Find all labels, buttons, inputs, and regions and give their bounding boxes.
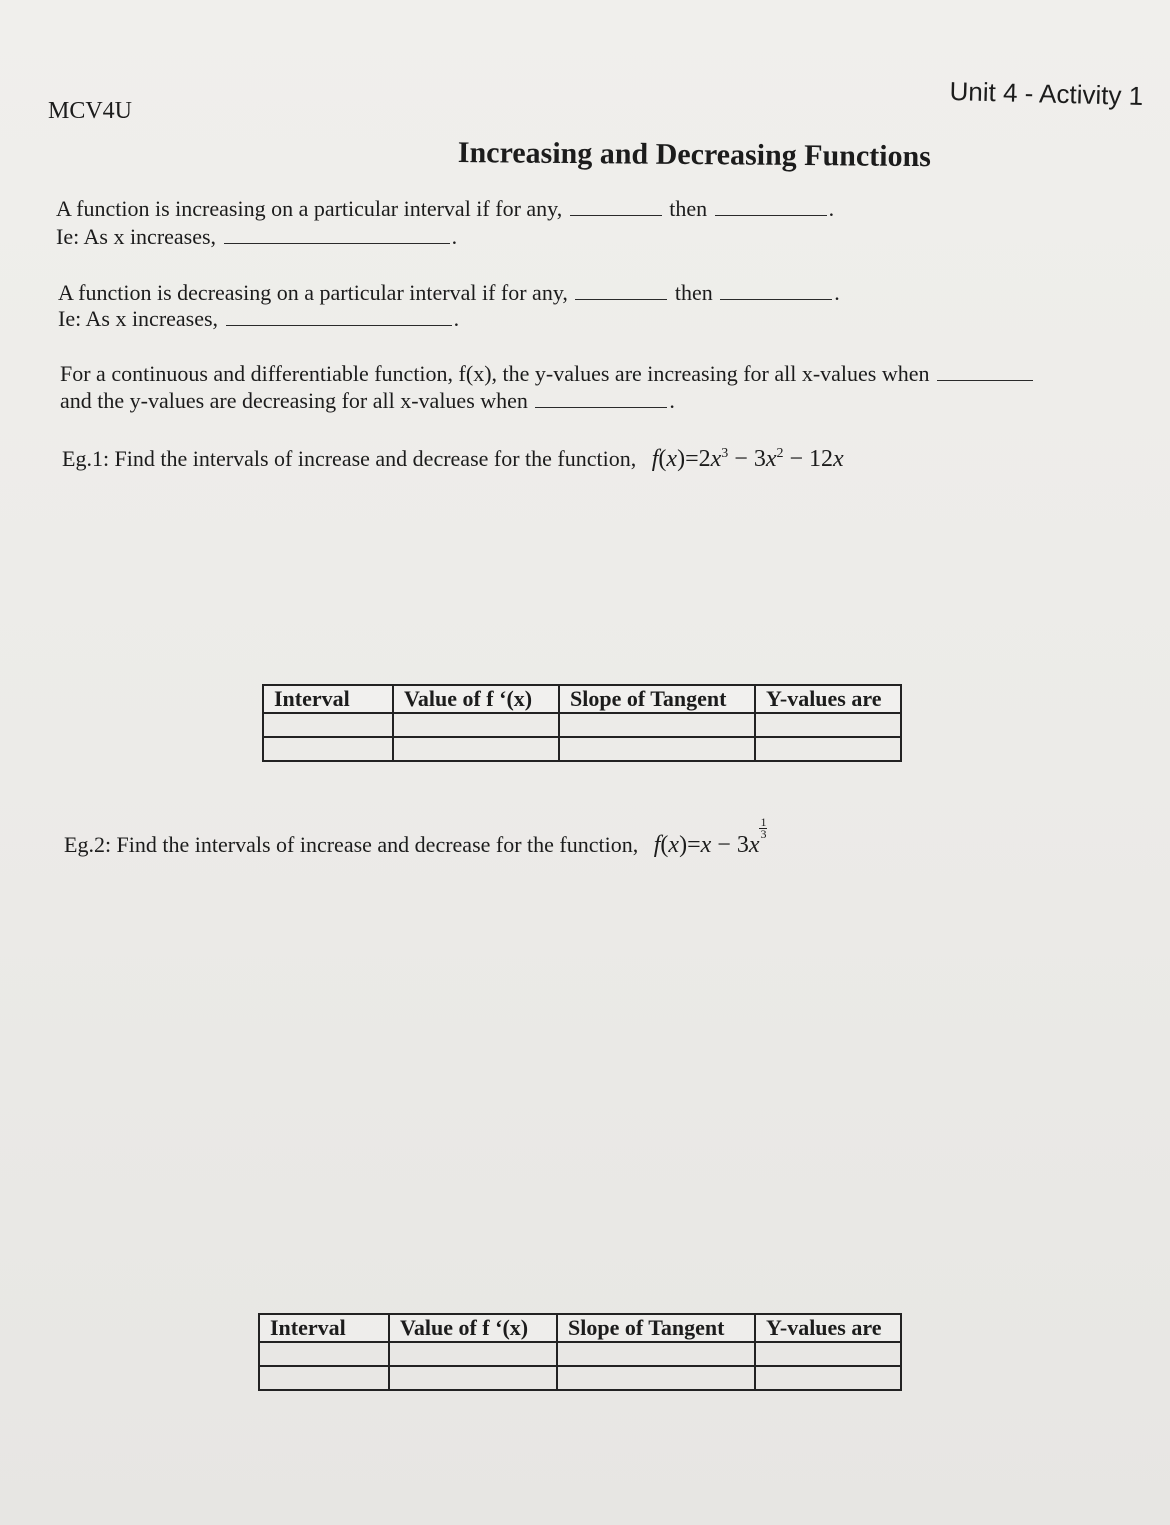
fn-var: x	[668, 832, 680, 858]
table-header-row	[259, 1314, 901, 1342]
example-1-label: Eg.1: Find the intervals of increase and decrease for the function,	[62, 446, 637, 471]
example-2-function: f(x)=x − 3x $\frac{1}{3}$	[653, 815, 767, 858]
period: .	[453, 306, 460, 331]
period: .	[669, 388, 675, 413]
coef: 2	[698, 446, 711, 472]
fraction-exponent	[759, 817, 767, 840]
derivative-rule-line2	[60, 388, 675, 414]
increasing-definition-line1	[56, 196, 834, 222]
term-var: x	[700, 832, 712, 858]
table-row	[259, 1342, 901, 1366]
answer-blank[interactable]	[224, 243, 450, 244]
decreasing-ie: Ie: As x increases,	[58, 306, 219, 331]
table-cell[interactable]	[259, 1366, 389, 1390]
table-row	[263, 713, 901, 737]
example-2-label: Eg.2: Find the intervals of increase and decrease for the function,	[64, 832, 639, 857]
table-cell[interactable]	[755, 1366, 901, 1390]
answer-blank[interactable]	[226, 325, 452, 326]
period: .	[834, 280, 840, 305]
exponent: 2	[776, 446, 784, 461]
derivative-rule-text-2: and the y-values are decreasing for all x-values when	[60, 388, 528, 413]
exponent: 3	[721, 446, 729, 461]
header-value-fprime: Value of f ‘(x)	[389, 1314, 557, 1342]
term-var: x	[833, 446, 844, 472]
term-var: x	[748, 832, 760, 858]
decreasing-definition-start: A function is decreasing on a particular interval if for any,	[58, 280, 568, 305]
table-cell[interactable]	[755, 737, 901, 761]
table-cell[interactable]	[755, 713, 901, 737]
decreasing-definition-line1	[58, 280, 840, 306]
header-yvalues: Y-values are	[755, 685, 901, 713]
increasing-definition-start: A function is increasing on a particular interval if for any,	[56, 196, 563, 221]
answer-blank[interactable]	[720, 299, 832, 300]
coef: 3	[753, 446, 766, 472]
header-interval: Interval	[259, 1314, 389, 1342]
exponent-denominator: 3	[760, 827, 767, 841]
decreasing-then: then	[674, 280, 713, 305]
increasing-then: then	[669, 196, 708, 221]
table-cell[interactable]	[389, 1342, 557, 1366]
increasing-ie: Ie: As x increases,	[56, 224, 217, 249]
header-value-fprime: Value of f ‘(x)	[393, 685, 559, 713]
table-cell[interactable]	[559, 713, 755, 737]
equals: =	[685, 446, 699, 472]
example-1-function: $f(x)=2x^3 - 3x^2 - 12x$	[651, 446, 844, 472]
answer-blank[interactable]	[575, 299, 667, 300]
page-title: Increasing and Decreasing Functions	[457, 136, 932, 174]
period: .	[451, 224, 458, 249]
table-header-row	[263, 685, 901, 713]
table-row	[259, 1366, 901, 1390]
fn-name: f	[653, 832, 661, 858]
header-slope: Slope of Tangent	[557, 1314, 755, 1342]
table-cell[interactable]	[263, 737, 393, 761]
table-cell[interactable]	[559, 737, 755, 761]
coef: 12	[809, 446, 834, 472]
example-1	[62, 446, 844, 473]
answer-blank[interactable]	[715, 215, 827, 216]
header-slope: Slope of Tangent	[559, 685, 755, 713]
exponent-numerator: 1	[760, 815, 767, 829]
decreasing-definition-line2	[58, 306, 459, 332]
table-cell[interactable]	[393, 713, 559, 737]
header-interval: Interval	[263, 685, 393, 713]
header-yvalues: Y-values are	[755, 1314, 901, 1342]
operator: −	[789, 446, 804, 472]
derivative-rule-line1	[60, 361, 1035, 387]
answer-blank[interactable]	[570, 215, 662, 216]
coef: 3	[736, 832, 749, 858]
fn-name: f	[651, 446, 659, 472]
table-cell[interactable]	[389, 1366, 557, 1390]
term-var: x	[765, 446, 777, 472]
interval-table-2	[258, 1313, 902, 1391]
fn-var: x	[666, 446, 678, 472]
table-cell[interactable]	[755, 1342, 901, 1366]
interval-table-1	[262, 684, 902, 762]
table-cell[interactable]	[557, 1366, 755, 1390]
example-2	[64, 817, 767, 859]
table-row	[263, 737, 901, 761]
answer-blank[interactable]	[937, 380, 1033, 381]
term-var: x	[710, 446, 722, 472]
increasing-definition-line2	[56, 224, 457, 250]
period: .	[828, 196, 835, 221]
operator: −	[734, 446, 748, 472]
table-cell[interactable]	[263, 713, 393, 737]
operator: −	[717, 832, 731, 858]
answer-blank[interactable]	[535, 407, 667, 408]
course-code: MCV4U	[48, 98, 133, 124]
unit-label: Unit 4 - Activity 1	[949, 76, 1144, 112]
table-cell[interactable]	[259, 1342, 389, 1366]
table-cell[interactable]	[557, 1342, 755, 1366]
table-cell[interactable]	[393, 737, 559, 761]
derivative-rule-text: For a continuous and differentiable function, f(x), the y-values are increasing for all x-values when	[60, 361, 930, 386]
equals: =	[687, 832, 701, 858]
